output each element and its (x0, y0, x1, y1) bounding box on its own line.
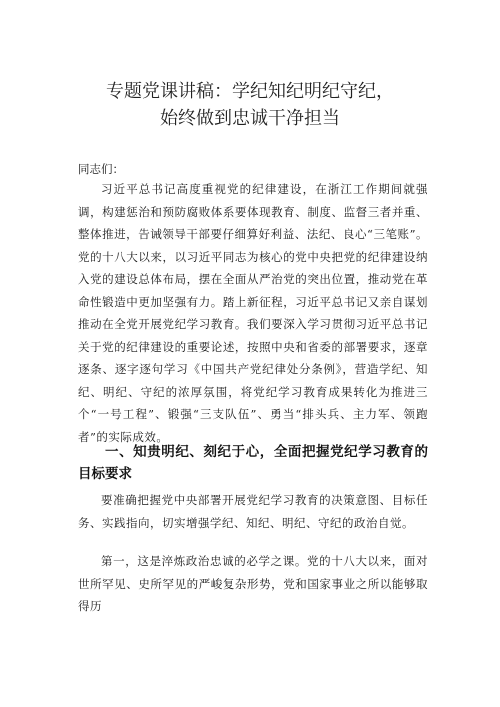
paragraph-2: 要准确把握党中央部署开展党纪学习教育的决策意图、目标任务、实践指向，切实增强学纪、知纪、明纪、守纪的政治自觉。 (78, 493, 428, 530)
paragraph-3: 第一，这是淬炼政治忠诚的必学之课。党的十八大以来，面对世所罕见、史所罕见的严峻复杂形势，党和国家事业之所以能够取得历 (78, 554, 428, 613)
document-title (60, 78, 440, 132)
title-line-2: 始终做到忠诚干净担当 (160, 108, 340, 129)
paragraph-1: 习近平总书记高度重视党的纪律建设，在浙江工作期间就强调，构建惩治和预防腐败体系要体现教育、制度、监督三者并重、整体推进，告诫领导干部要仔细算好利益、法纪、良心“三笔账”。党的十八大以来，以习近平同志为核心的党中央把党的纪律建设纳入党的建设总体布局，摆在全面从严治党的突出位置，推动党在革命性锻造中更加坚强有力。踏上新征程，习近平总书记又亲自谋划推动在全党开展党纪学习教育。我们要深入学习贯彻习近平总书记关于党的纪律建设的重要论述，按照中央和省委的部署要求，逐章逐条、逐字逐句学习《中国共产党纪律处分条例》，营造学纪、知纪、明纪、守纪的浓厚氛围，将党纪学习教育成果转化为推进三个“一号工程”、锻强“三支队伍”、勇当“排头兵、主力军、领跑者”的实际成效。 (78, 182, 428, 444)
greeting: 同志们： (78, 162, 124, 176)
section-heading-1: 一、知贵明纪、刻纪于心，全面把握党纪学习教育的目标要求 (78, 444, 428, 482)
title-line-1: 专题党课讲稿：学纪知纪明纪守纪， (106, 81, 394, 102)
